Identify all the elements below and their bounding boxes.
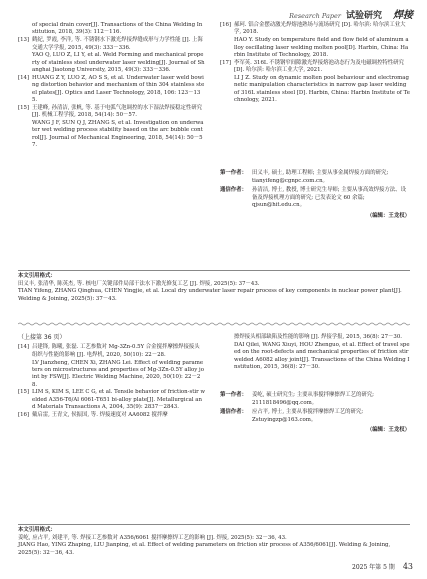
reference-text: 李军英. 316L 不锈钢窄间隙激光焊接熔池动态行为及电磁调控特性研究 [D]. 哈尔滨: 哈尔滨工业大学, 2021. <box>234 59 404 74</box>
corresponding-author-text: 应占平, 博士, 主要从事搅拌摩擦焊工艺的研究; Zstuyingzp@163.com。 <box>252 409 364 423</box>
reference-text: YAO Q, LUO Z, LI Y, et al. Weld Forming and mechanical property of stainless steel underwater laser welding[J]. Journal of Shanghai Jiaotong University, 2015, 49(3): 333－336. <box>32 52 205 74</box>
divider <box>18 270 410 271</box>
header-en: Research Paper <box>289 12 341 20</box>
citation-bottom <box>18 527 410 557</box>
reference-entry <box>220 75 410 105</box>
continued-note: （上接第 36 页） <box>18 334 66 341</box>
reference-entry <box>18 120 205 150</box>
reference-number <box>220 342 234 372</box>
reference-entry <box>220 60 410 75</box>
reference-entry <box>220 334 410 341</box>
reference-text: LV Jianzheng, CHEN Xi, ZHANG Lei. Effect of welding parameters on microstructures and properties of Mg-3Zn-0.5Y alloy joint by FSW[J]. Electric Welding Machine, 2020, 50(10): 22－28. <box>32 359 204 388</box>
first-author-text: 姜屹, 硕士研究生; 主要从事搅拌摩擦焊工艺的研究; 2111818496@qq.com。 <box>252 392 374 406</box>
reference-text: 郝珂. 铝合金摆动激光焊熔池熟场与流场研究 [D]. 哈尔滨: 哈尔滨工业大学, 2018. <box>234 22 406 36</box>
reference-text: of special drain cover[J]. Transactions of the China Welding Institution, 2018, 39(3): 112－116. <box>32 22 203 36</box>
reference-number <box>220 75 234 105</box>
reference-number: [15] <box>18 104 30 111</box>
citation-cn: 姜屹, 应占平, 刘建平, 等. 焊接工艺参数对 A356/6061 搅拌摩擦焊工艺的影响 [J]. 焊接, 2025(5): 32－36, 43. <box>18 534 287 541</box>
reference-number: [16] <box>220 22 232 28</box>
reference-text: 王建峰, 孙清洁, 张帆, 等. 基于电弧气泡调控的水下湿法焊接稳定性研究 [J]. 机械工程学报, 2018, 54(14): 50－57. <box>32 104 203 119</box>
reference-entry <box>18 389 205 411</box>
magazine-logo: 焊接 <box>393 10 413 21</box>
reference-entry <box>18 360 205 390</box>
reference-number <box>18 120 32 150</box>
references-top-left <box>18 22 205 150</box>
reference-entry <box>220 37 410 59</box>
references-bottom-right <box>220 334 410 372</box>
first-author <box>220 170 410 185</box>
reference-text: HAO Y. Study on temperature field and flow field of aluminum alloy oscillating laser welding molten pool[D]. Harbin, China: Harbin Institute of Technology, 2018. <box>234 37 409 58</box>
corresponding-author <box>220 409 410 424</box>
reference-text: 戴启雷, 王青文, 侯振国, 等. 焊接速度对 AA6082 搅拌摩 <box>32 411 168 418</box>
reference-text: HUANG Z Y, LUO Z, AO S S, et al. Underwater laser weld bowing distortion behavior and mechanism of thin 304 stainless steel plates[J]. Optics and Laser Technology, 2018, 106: 123－135. <box>32 74 205 103</box>
corresponding-author-text: 孙清洁, 博士, 教授, 博士研究生导师; 主要从事高效焊接方法、设备及焊接机理方面的研究; 已发表论文 60 余篇; qjsun@hit.edu.cn。 <box>252 187 406 209</box>
author-info-bottom <box>220 392 410 435</box>
references-bottom-left <box>18 334 205 420</box>
reference-number: [13] <box>18 37 30 44</box>
reference-entry <box>220 342 410 372</box>
first-author <box>220 392 410 407</box>
citation-title: 本文引用格式： <box>18 527 56 533</box>
reference-text: 吕建锋, 陈曦, 张磊. 工艺参数对 Mg-3Zn-0.5Y 合金搅拌摩擦焊接接头组织与性能的影响 [J]. 电焊机, 2020, 50(10): 22－28. <box>32 344 200 358</box>
reference-entry <box>18 412 205 419</box>
reference-number <box>18 360 32 390</box>
corresponding-author <box>220 187 410 210</box>
running-header <box>289 6 413 22</box>
divider <box>18 524 410 525</box>
reference-text: LIM S, KIM S, LEE C G, et al. Tensile behavior of friction-stir welded A356-T6/Al 6061-T651 bi-alloy plate[J]. Metallurgical and Materials Transactions A, 2004, 35(9): 2837－2843. <box>32 389 206 411</box>
reference-entry <box>18 105 205 120</box>
reference-entry <box>220 22 410 37</box>
references-top-right <box>220 22 410 105</box>
reference-entry <box>18 37 205 52</box>
header-section: 试验研究 <box>345 11 382 21</box>
page-footer <box>352 562 413 571</box>
first-author-label: 第一作者： <box>220 170 247 176</box>
citation-en: TIAN Yifeng, ZHANG Qinghua, CHEN Yingjie, et al. Local dry underwater laser repair process of key components in nuclear power plant[J]. Welding & Joining, 2025(5): 37－43. <box>18 288 402 302</box>
reference-number: [16] <box>18 411 30 418</box>
first-author-label: 第一作者： <box>220 392 247 398</box>
reference-text: DAI Qilei, WANG Xiuyi, HOU Zhenguo, et al. Effect of travel speed on the root-defects and mechanical properties of friction stir welded A6082 alloy joint[J]. Transactions of the China Welding Institution, 2015, 36(8): 27－30. <box>234 341 410 370</box>
editor-note: （编辑：王龙权） <box>366 427 410 434</box>
author-info-top <box>220 170 410 221</box>
reference-number <box>220 334 234 341</box>
wavy-separator <box>18 322 410 326</box>
reference-entry <box>18 75 205 105</box>
reference-number: [15] <box>18 389 30 396</box>
first-author-text: 田义丰, 硕士, 助理工程师; 主要从事金属焊接方面的研究; tianyifeng@cgnpc.com.cn。 <box>252 170 389 184</box>
reference-text: WANG J F, SUN Q J, ZHANG S, et al. Investigation on underwater wet welding process stability based on the arc bubble control[J]. Journal of Mechanical Engineering, 2018, 54(14): 50－57. <box>32 119 204 148</box>
reference-number <box>18 52 32 74</box>
reference-number <box>220 37 234 59</box>
reference-entry <box>18 52 205 74</box>
reference-text: 鹤紀, 罗霞, 李洋, 等. 不锈钢水下激光焊接焊缝成形与力学性能 [J]. 上海交通大学学报, 2015, 49(3): 333－336. <box>32 37 203 51</box>
reference-number: [14] <box>18 344 30 351</box>
corresponding-author-label: 通信作者： <box>220 409 247 416</box>
reference-entry <box>18 22 205 37</box>
corresponding-author-label: 通信作者： <box>220 187 247 194</box>
reference-number: [17] <box>220 59 232 66</box>
reference-number <box>18 22 32 37</box>
reference-text: 擦焊接头相部缺陷及性能的影响 [J]. 焊接学报, 2015, 36(8): 27－30. <box>234 334 402 340</box>
citation-cn: 田义丰, 张清华, 陈英杰, 等. 核电厂关键部件局部干法水下激光修复工艺 [J]. 焊接, 2025(5): 37－43. <box>18 280 260 287</box>
reference-number: [14] <box>18 74 30 81</box>
issue-label: 2025 年第 5 期 <box>352 564 395 571</box>
reference-entry <box>18 344 205 359</box>
citation-title: 本文引用格式： <box>18 273 56 279</box>
reference-text: LI J Z. Study on dynamic molten pool behaviour and electromagnetic manipulation characteristics in narrow gap laser welding of 316L stainless steel [D]. Harbin, China: Harbin Institute of Technology, 2021. <box>234 74 410 103</box>
citation-en: JIANG Hao, YING Zhaping, LIU Jianping, et al. Effect of welding parameters on friction stir process of A356/6061[J]. Welding & Joining, 2025(5): 32－36, 43. <box>18 542 391 556</box>
editor-note: （编辑：王龙权） <box>366 212 410 219</box>
citation-top <box>18 273 410 303</box>
page-number: 43 <box>402 562 413 571</box>
